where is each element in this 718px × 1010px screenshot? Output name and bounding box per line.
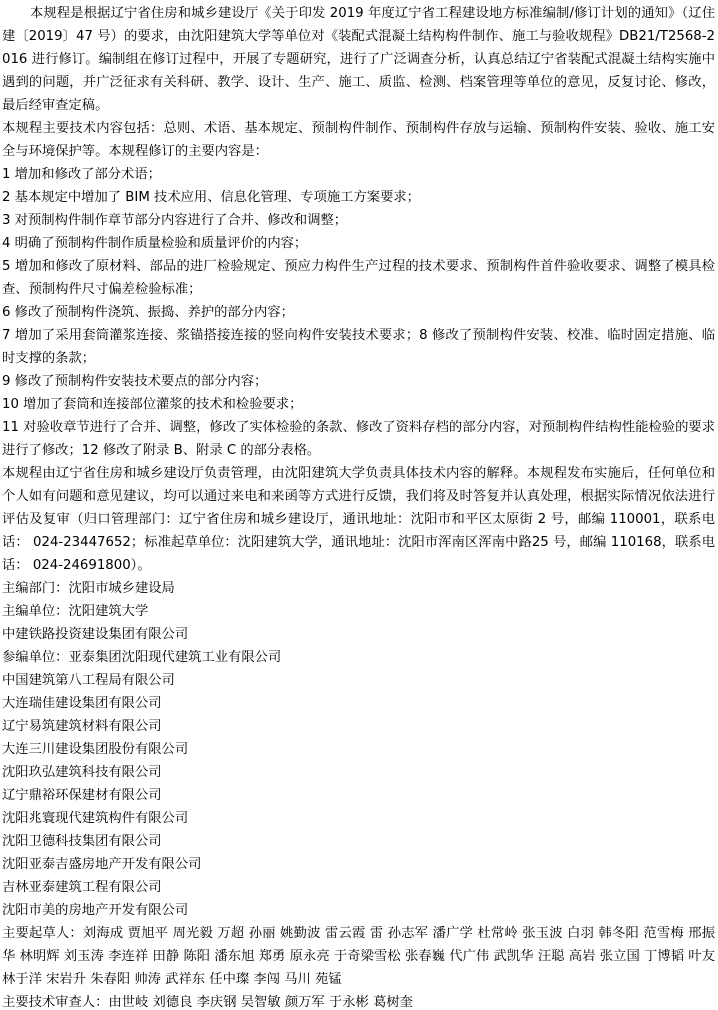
organization-line: 中建铁路投资建设集团有限公司 — [2, 627, 189, 642]
revision-item: 4 明确了预制构件制作质量检验和质量评价的内容； — [2, 236, 308, 251]
organization-line: 主编部门：沈阳市城乡建设局 — [2, 581, 175, 596]
organization-line: 辽宁鼎裕环保建材有限公司 — [2, 788, 162, 803]
revision-item: 7 增加了采用套筒灌浆连接、浆锚搭接连接的竖向构件安装技术要求；8 修改了预制构件安装、校准、临时固定措施、临时支撑的条款； — [2, 328, 715, 366]
organization-line: 大连三川建设集团股份有限公司 — [2, 742, 189, 757]
organization-line: 沈阳兆寰现代建筑构件有限公司 — [2, 811, 189, 826]
organization-line: 沈阳玖弘建筑科技有限公司 — [2, 765, 162, 780]
revision-list — [2, 163, 715, 462]
main-content-paragraph: 本规程主要技术内容包括：总则、术语、基本规定、预制构件制作、预制构件存放与运输、预制构件安装、验收、施工安全与环境保护等。本规程修订的主要内容是： — [2, 121, 715, 159]
organization-list — [2, 577, 715, 922]
organization-line: 参编单位：亚泰集团沈阳现代建筑工业有限公司 — [2, 650, 282, 665]
revision-item: 1 增加和修改了部分术语； — [2, 167, 161, 182]
organization-line: 辽宁易筑建筑材料有限公司 — [2, 719, 162, 734]
revision-item: 2 基本规定中增加了 BIM 技术应用、信息化管理、专项施工方案要求； — [2, 190, 420, 205]
revision-item: 10 增加了套筒和连接部位灌浆的技术和检验要求； — [2, 397, 303, 412]
organization-line: 主编单位：沈阳建筑大学 — [2, 604, 149, 619]
organization-line: 沈阳卫德科技集团有限公司 — [2, 834, 162, 849]
organization-line: 吉林亚泰建筑工程有限公司 — [2, 880, 162, 895]
drafters-paragraph: 主要起草人：刘海成 贾旭平 周光毅 万超 孙丽 姚勤波 雷云霞 雷 孙志军 潘广学 杜常岭 张玉波 白羽 韩冬阳 范雪梅 邢振华 林明辉 刘玉涛 李连祥 田静 陈阳 潘东旭 郑勇 原永亮 于奇梁雪松 张春巍 代广伟 武凯华 汪聪 高岩 张立国 丁博韬 叶友林于洋 宋岩升 朱春阳 帅涛 武祥东 任中璨 李闯 马川 苑锰 — [2, 926, 715, 987]
organization-line: 沈阳市美的房地产开发有限公司 — [2, 903, 189, 918]
revision-item: 9 修改了预制构件安装技术要点的部分内容； — [2, 374, 268, 389]
organization-line: 中国建筑第八工程局有限公司 — [2, 673, 175, 688]
revision-item: 5 增加和修改了原材料、部品的进厂检验规定、预应力构件生产过程的技术要求、预制构件首件验收要求、调整了模具检查、预制构件尺寸偏差检验标准； — [2, 259, 715, 297]
organization-line: 沈阳亚泰吉盛房地产开发有限公司 — [2, 857, 202, 872]
organization-line: 大连瑞佳建设集团有限公司 — [2, 696, 162, 711]
reviewers-paragraph: 主要技术审查人：由世岐 刘德良 李庆钢 吴智敏 颜万军 于永彬 葛树奎 — [2, 995, 413, 1010]
revision-item: 11 对验收章节进行了合并、调整，修改了实体检验的条款、修改了资料存档的部分内容，对预制构件结构性能检验的要求进行了修改；12 修改了附录 B、附录 C 的部分表格。 — [2, 420, 715, 458]
revision-item: 6 修改了预制构件浇筑、振捣、养护的部分内容； — [2, 305, 294, 320]
revision-item: 3 对预制构件制作章节部分内容进行了合并、修改和调整； — [2, 213, 348, 228]
intro-paragraph: 本规程是根据辽宁省住房和城乡建设厅《关于印发 2019 年度辽宁省工程建设地方标准编制/修订计划的通知》（辽住建〔2019〕47 号）的要求，由沈阳建筑大学等单位对《装配式混凝土结构构件制作、施工与验收规程》DB21/T2568-2016 进行修订。编制组在修订过程中，开展了专题研究，进行了广泛调查分析，认真总结辽宁省装配式混凝土结构实施中遇到的问题，并广泛征求有关科研、教学、设计、生产、施工、质监、检测、档案管理等单位的意见，反复讨论、修改，最后经审查定稿。 — [2, 6, 715, 113]
management-paragraph: 本规程由辽宁省住房和城乡建设厅负责管理，由沈阳建筑大学负责具体技术内容的解释。本规程发布实施后，任何单位和个人如有问题和意见建议，均可以通过来电和来函等方式进行反馈，我们将及时答复并认真处理，根据实际情况依法进行评估及复审（归口管理部门：辽宁省住房和城乡建设厅，通讯地址：沈阳市和平区太原街 2 号，邮编 110001，联系电话： 024-23447652；标准起草单位：沈阳建筑大学，通讯地址：沈阳市浑南区浑南中路25 号，邮编 110168，联系电话： 024-24691800）。 — [2, 466, 715, 573]
